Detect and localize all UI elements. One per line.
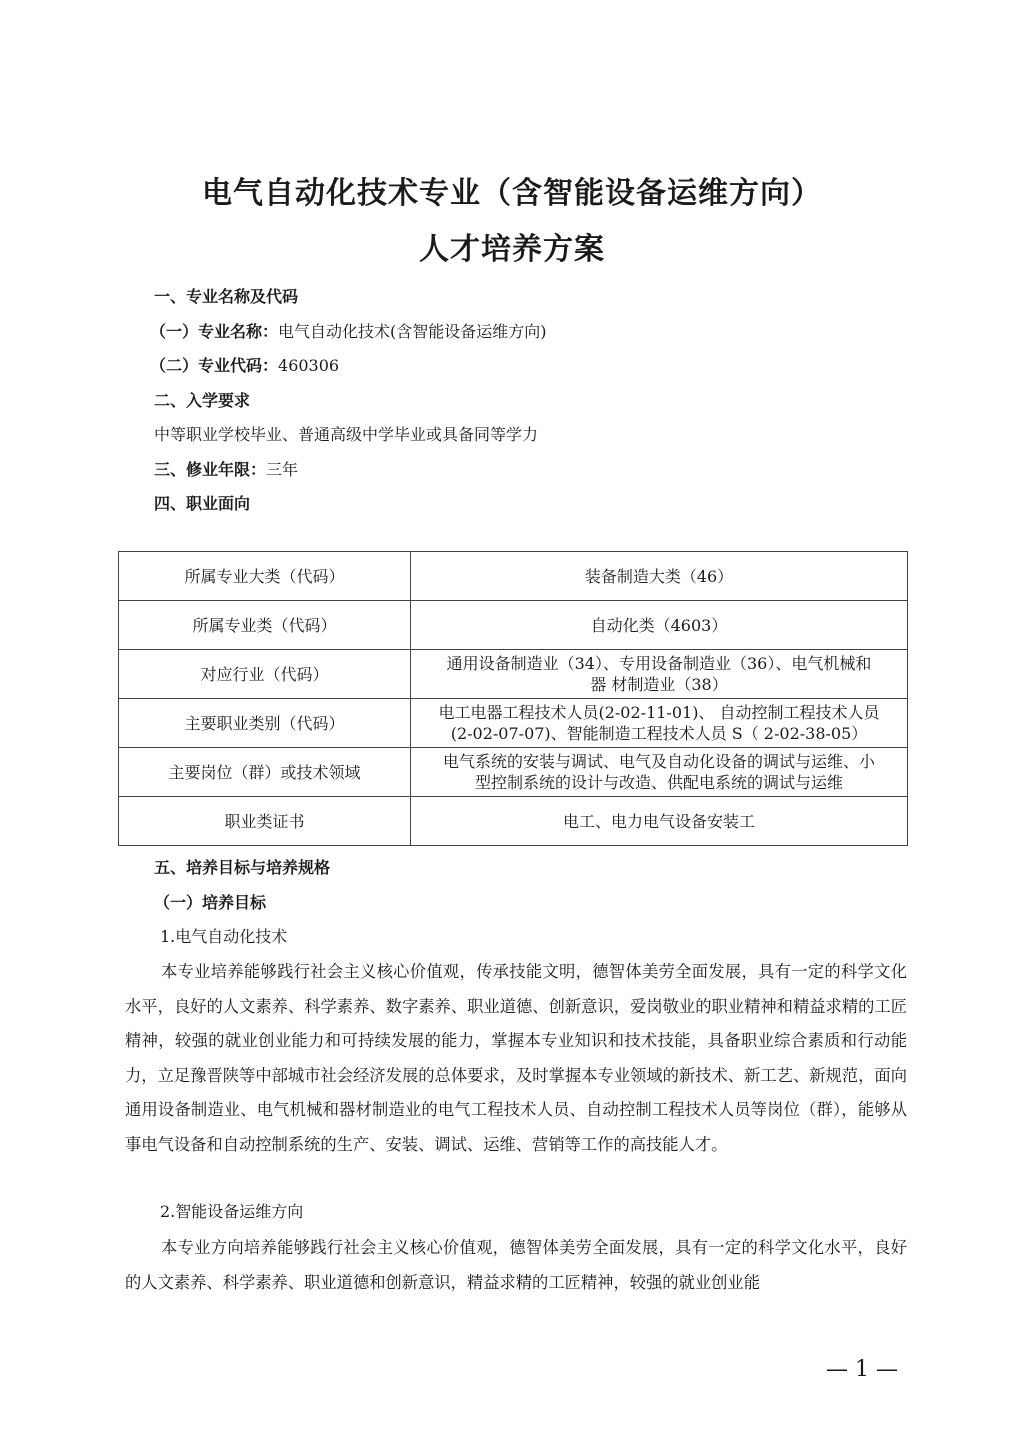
major-code-value: 460306: [278, 356, 340, 375]
duration-value: 三年: [266, 460, 299, 479]
career-orientation-table: [118, 551, 908, 846]
table-key-cell: 所属专业大类（代码）: [119, 552, 411, 601]
table-key-cell: 所属专业类（代码）: [119, 601, 411, 650]
goal-paragraph-2: 本专业方向培养能够践行社会主义核心价值观，德智体美劳全面发展，具有一定的科学文化水平，良好的人文素养、科学素养、职业道德和创新意识，精益求精的工匠精神，较强的就业创业能: [125, 1238, 907, 1292]
table-row: [119, 552, 908, 601]
value-line-1: 电气系统的安装与调试、电气及自动化设备的调试与运维、小: [442, 752, 875, 771]
major-name-line: [150, 321, 547, 343]
section2-heading: 二、入学要求: [154, 391, 251, 410]
table-key-cell: 职业类证书: [119, 797, 411, 846]
value-line-2: 器 材制造业（38）: [590, 675, 728, 694]
section4-heading: 四、职业面向: [154, 494, 251, 513]
table-row: [119, 748, 908, 797]
goal-item-2: 2.智能设备运维方向: [160, 1202, 304, 1221]
goal-item-1: 1.电气自动化技术: [160, 927, 288, 946]
section5-subheading: （一）培养目标: [154, 893, 267, 912]
table-value-cell: [411, 748, 908, 797]
value-line-2: (2-02-07-07)、智能制造工程技术人员 S（ 2-02-38-05）: [450, 724, 868, 743]
value-line-1: 电工电器工程技术人员(2-02-11-01)、 自动控制工程技术人员: [438, 703, 880, 722]
duration-line: [154, 459, 298, 481]
table-key-cell: 对应行业（代码）: [119, 650, 411, 699]
section1-heading: 一、专业名称及代码: [154, 287, 299, 306]
table-row: [119, 650, 908, 699]
table-value-cell: 电工、电力电气设备安装工: [411, 797, 908, 846]
page-number: — 1 —: [826, 1357, 898, 1382]
table-value-cell: 自动化类（4603）: [411, 601, 908, 650]
major-name-label: （一）专业名称：: [150, 322, 279, 341]
table-row: [119, 601, 908, 650]
value-line-1: 通用设备制造业（34）、专用设备制造业（36）、电气机械和: [446, 654, 872, 673]
document-title-line2: 人才培养方案: [419, 232, 605, 267]
value-line-2: 型控制系统的设计与改造、供配电系统的调试与运维: [474, 773, 843, 792]
document-title-line1: 电气自动化技术专业（含智能设备运维方向）: [202, 176, 822, 211]
table-value-cell: 装备制造大类（46）: [411, 552, 908, 601]
major-code-label: （二）专业代码：: [150, 356, 279, 375]
section3-heading: 三、修业年限：: [154, 460, 267, 479]
major-name-value: 电气自动化技术(含智能设备运维方向): [278, 322, 547, 341]
table-key-cell: 主要职业类别（代码）: [119, 699, 411, 748]
major-code-line: [150, 355, 339, 377]
admission-text: 中等职业学校毕业、普通高级中学毕业或具备同等学力: [154, 425, 539, 444]
table-value-cell: [411, 699, 908, 748]
table-value-cell: [411, 650, 908, 699]
section5-heading: 五、培养目标与培养规格: [154, 858, 331, 877]
goal-paragraph-1: 本专业培养能够践行社会主义核心价值观，传承技能文明，德智体美劳全面发展，具有一定的科学文化水平，良好的人文素养、科学素养、数字素养、职业道德、创新意识，爱岗敬业的职业精神和精益求精的工匠精神，较强的就业创业能力和可持续发展的能力，掌握本专业知识和技术技能，具备职业综合素质和行动能力，立足豫晋陕等中部城市社会经济发展的总体要求，及时掌握本专业领域的新技术、新工艺、新规范，面向通用设备制造业、电气机械和器材制造业的电气工程技术人员、自动控制工程技术人员等岗位（群），能够从事电气设备和自动控制系统的生产、安装、调试、运维、营销等工作的高技能人才。: [125, 962, 907, 1154]
table-row: [119, 797, 908, 846]
table-key-cell: 主要岗位（群）或技术领域: [119, 748, 411, 797]
table-row: [119, 699, 908, 748]
